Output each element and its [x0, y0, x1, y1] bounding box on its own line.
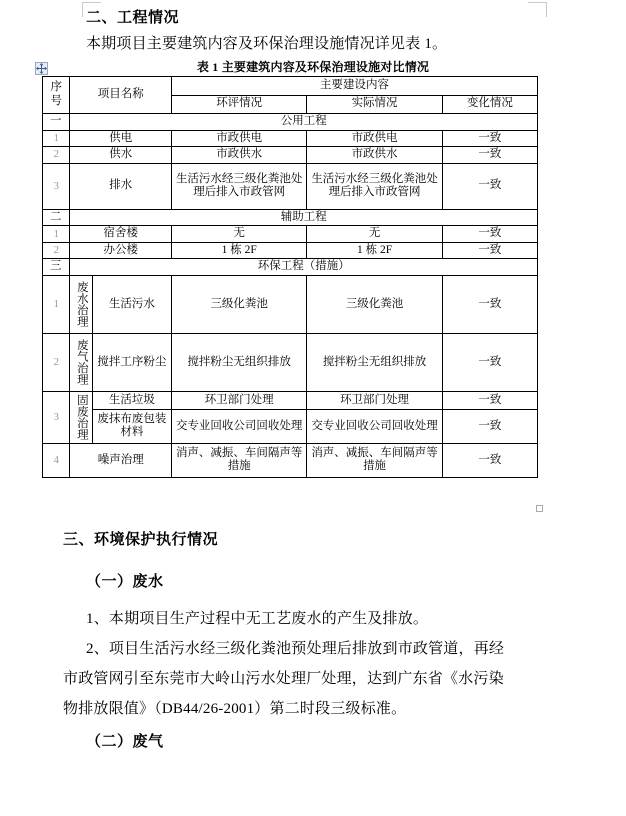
- header-change-situation: 变化情况: [442, 95, 537, 114]
- row-actual: 消声、减振、车间隔声等措施: [307, 443, 442, 477]
- table-row: [43, 163, 538, 209]
- row-eia: 市政供水: [172, 147, 307, 164]
- row-actual: 三级化粪池: [307, 275, 442, 333]
- row-change: 一致: [442, 147, 537, 164]
- row-change: 一致: [442, 275, 537, 333]
- section-title: 辅助工程: [70, 209, 538, 226]
- table-section-row-public-works: [43, 114, 538, 131]
- row-change: 一致: [442, 242, 537, 259]
- sub-heading-waste-gas: （二）废气: [86, 734, 164, 750]
- row-no: 1: [43, 226, 70, 243]
- header-eia-situation: 环评情况: [172, 95, 307, 114]
- row-eia: 消声、减振、车间隔声等措施: [172, 443, 307, 477]
- row-eia: 生活污水经三级化粪池处理后排入市政管网: [172, 163, 307, 209]
- row-change: 一致: [442, 130, 537, 147]
- row-no: 1: [43, 130, 70, 147]
- row-name: 供电: [70, 130, 172, 147]
- row-actual: 无: [307, 226, 442, 243]
- row-no: 2: [43, 242, 70, 259]
- section-title: 公用工程: [70, 114, 538, 131]
- row-actual: 1 栋 2F: [307, 242, 442, 259]
- row-change: 一致: [442, 226, 537, 243]
- comparison-table: [42, 76, 538, 478]
- table-row: [43, 147, 538, 164]
- row-name: 办公楼: [70, 242, 172, 259]
- row-name: 排水: [70, 163, 172, 209]
- table-row: [43, 443, 538, 477]
- section-marker: 三: [43, 259, 70, 276]
- row-name: 生活垃圾: [92, 391, 171, 409]
- section-heading-3: 三、环境保护执行情况: [63, 532, 219, 548]
- table-caption: 表 1 主要建筑内容及环保治理设施对比情况: [196, 60, 430, 74]
- paragraph-2-line-3: 物排放限值》（DB44/26-2001）第二时段三级标准。: [63, 701, 407, 717]
- row-no: 3: [43, 391, 70, 443]
- table-header-row-1: [43, 77, 538, 96]
- sub-heading-wastewater: （一）废水: [86, 574, 164, 590]
- intro-paragraph: 本期项目主要建筑内容及环保治理设施情况详见表 1。: [86, 36, 448, 52]
- table-row: [43, 226, 538, 243]
- row-no: 4: [43, 443, 70, 477]
- table-row: [43, 333, 538, 391]
- row-name: 废抹布废包装材料: [92, 409, 171, 443]
- table-row: [43, 242, 538, 259]
- table-section-row-environmental-works: [43, 259, 538, 276]
- row-no: 2: [43, 147, 70, 164]
- table-section-row-auxiliary-works: [43, 209, 538, 226]
- row-no: 1: [43, 275, 70, 333]
- row-eia: 交专业回收公司回收处理: [172, 409, 307, 443]
- row-change: 一致: [442, 391, 537, 409]
- page-corner-mark-top-right: [528, 2, 547, 17]
- row-name: 生活污水: [92, 275, 171, 333]
- section-title: 环保工程（措施）: [70, 259, 538, 276]
- row-eia: 三级化粪池: [172, 275, 307, 333]
- row-name: 宿舍楼: [70, 226, 172, 243]
- table-row: [43, 130, 538, 147]
- row-no: 3: [43, 163, 70, 209]
- row-actual: 环卫部门处理: [307, 391, 442, 409]
- row-name: 噪声治理: [70, 443, 172, 477]
- table-row: [43, 391, 538, 409]
- row-change: 一致: [442, 333, 537, 391]
- row-eia: 市政供电: [172, 130, 307, 147]
- row-actual: 搅拌粉尘无组织排放: [307, 333, 442, 391]
- paragraph-1: 1、本期项目生产过程中无工艺废水的产生及排放。: [86, 611, 429, 627]
- row-category: 废水治理: [70, 275, 92, 333]
- row-category: 废气治理: [70, 333, 92, 391]
- row-actual: 交专业回收公司回收处理: [307, 409, 442, 443]
- section-heading-2: 二、工程情况: [86, 10, 180, 26]
- header-seq: 序 号: [43, 77, 70, 114]
- table-row: [43, 409, 538, 443]
- row-eia: 搅拌粉尘无组织排放: [172, 333, 307, 391]
- header-main-content: 主要建设内容: [172, 77, 538, 96]
- table-row: [43, 275, 538, 333]
- section-marker: 二: [43, 209, 70, 226]
- row-actual: 市政供电: [307, 130, 442, 147]
- table-move-handle-icon[interactable]: [35, 62, 48, 75]
- row-name: 搅拌工序粉尘: [92, 333, 171, 391]
- header-project-name: 项目名称: [70, 77, 172, 114]
- header-actual-situation: 实际情况: [307, 95, 442, 114]
- row-category: 固废治理: [70, 391, 92, 443]
- paragraph-2-line-2: 市政管网引至东莞市大岭山污水处理厂处理，达到广东省《水污染: [63, 671, 504, 687]
- table-resize-handle-icon[interactable]: [536, 505, 543, 512]
- row-change: 一致: [442, 409, 537, 443]
- row-eia: 1 栋 2F: [172, 242, 307, 259]
- row-actual: 市政供水: [307, 147, 442, 164]
- section-marker: 一: [43, 114, 70, 131]
- row-eia: 无: [172, 226, 307, 243]
- paragraph-2-line-1: 2、项目生活污水经三级化粪池预处理后排放到市政管道，再经: [86, 641, 505, 657]
- row-change: 一致: [442, 443, 537, 477]
- row-change: 一致: [442, 163, 537, 209]
- row-eia: 环卫部门处理: [172, 391, 307, 409]
- row-no: 2: [43, 333, 70, 391]
- row-name: 供水: [70, 147, 172, 164]
- row-actual: 生活污水经三级化粪池处理后排入市政管网: [307, 163, 442, 209]
